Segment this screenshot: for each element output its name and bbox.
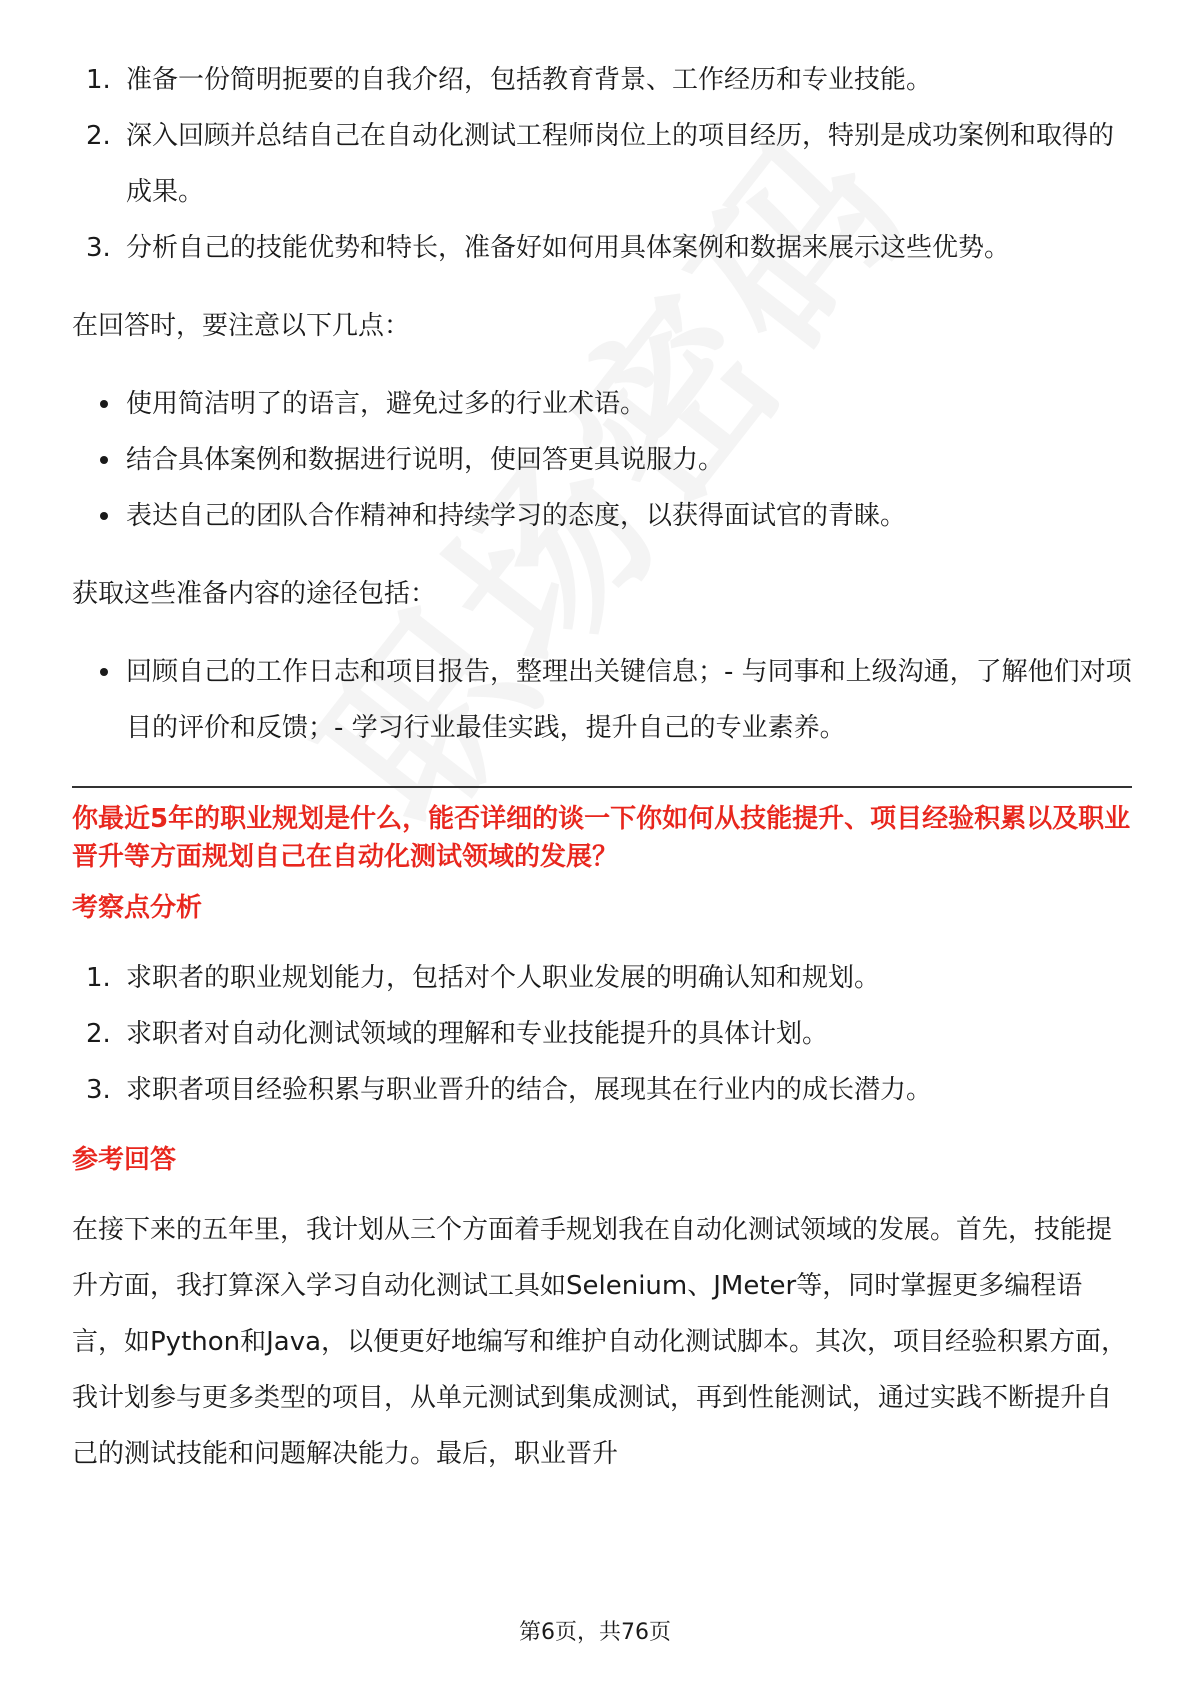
- list-item: [72, 1062, 1132, 1118]
- page-footer: 第6页，共76页: [519, 1620, 671, 1645]
- analysis-list: [72, 950, 1132, 1118]
- list-number: 2.: [86, 121, 111, 151]
- sources-intro: 获取这些准备内容的途径包括：: [72, 579, 437, 609]
- list-text: 求职者项目经验积累与职业晋升的结合，展现其在行业内的成长潜力。: [126, 1075, 933, 1105]
- notes-list: [72, 376, 1132, 544]
- list-text: 求职者的职业规划能力，包括对个人职业发展的明确认知和规划。: [126, 963, 881, 993]
- bullet-icon: [100, 668, 108, 676]
- list-number: 1.: [86, 65, 111, 95]
- answer-heading: 参考回答: [72, 1145, 177, 1175]
- sources-list: [72, 644, 1132, 756]
- bullet-icon: [100, 512, 108, 520]
- list-number: 3.: [86, 1075, 111, 1105]
- list-text: 使用简洁明了的语言，避免过多的行业术语。: [126, 389, 647, 419]
- list-number: 2.: [86, 1019, 111, 1049]
- list-text: 分析自己的技能优势和特长，准备好如何用具体案例和数据来展示这些优势。: [126, 233, 1011, 263]
- analysis-heading: 考察点分析: [72, 893, 203, 923]
- list-text: 结合具体案例和数据进行说明，使回答更具说服力。: [126, 445, 725, 475]
- list-item: [72, 52, 1132, 108]
- list-item: [72, 108, 1132, 220]
- notes-intro: 在回答时，要注意以下几点：: [72, 311, 411, 341]
- question-title: 你最近5年的职业规划是什么，能否详细的谈一下你如何从技能提升、项目经验积累以及职业晋升等方面规划自己在自动化测试领域的发展？: [72, 804, 1131, 872]
- list-item: [72, 488, 1132, 544]
- list-item: [72, 432, 1132, 488]
- list-number: 3.: [86, 233, 111, 263]
- bullet-icon: [100, 400, 108, 408]
- document-page: [72, 52, 1132, 1482]
- intro-list: [72, 52, 1132, 276]
- list-text: 准备一份简明扼要的自我介绍，包括教育背景、工作经历和专业技能。: [126, 65, 933, 95]
- answer-text: 在接下来的五年里，我计划从三个方面着手规划我在自动化测试领域的发展。首先，技能提升方面，我打算深入学习自动化测试工具如Selenium、JMeter等，同时掌握更多编程语言，如Python和Java，以便更好地编写和维护自动化测试脚本。其次，项目经验积累方面，我计划参与更多类型的项目，从单元测试到集成测试，再到性能测试，通过实践不断提升自己的测试技能和问题解决能力。最后，职业晋升: [72, 1215, 1128, 1469]
- list-item: [72, 1006, 1132, 1062]
- list-text: 深入回顾并总结自己在自动化测试工程师岗位上的项目经历，特别是成功案例和取得的成果。: [126, 121, 1115, 207]
- list-text: 回顾自己的工作日志和项目报告，整理出关键信息；- 与同事和上级沟通，了解他们对项目的评价和反馈；- 学习行业最佳实践，提升自己的专业素养。: [126, 657, 1132, 743]
- list-item: [72, 220, 1132, 276]
- list-text: 求职者对自动化测试领域的理解和专业技能提升的具体计划。: [126, 1019, 829, 1049]
- list-item: [72, 376, 1132, 432]
- list-item: [72, 950, 1132, 1006]
- list-number: 1.: [86, 963, 111, 993]
- bullet-icon: [100, 456, 108, 464]
- list-item: [72, 644, 1132, 756]
- list-text: 表达自己的团队合作精神和持续学习的态度，以获得面试官的青睐。: [126, 501, 907, 531]
